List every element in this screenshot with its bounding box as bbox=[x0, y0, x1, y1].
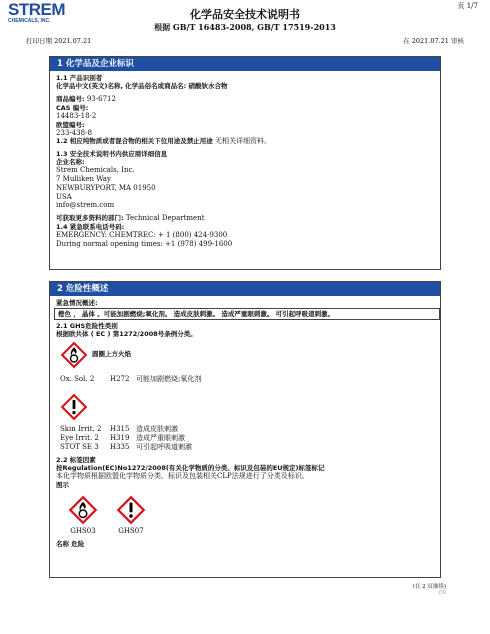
address-line: 7 Mulliken Way bbox=[56, 175, 111, 184]
hazard-text: 造成严重眼刺激 bbox=[136, 434, 185, 442]
ghs03-oxidizer-icon bbox=[68, 495, 98, 525]
eu-number: 233-438-8 bbox=[56, 128, 92, 137]
hazard-row bbox=[60, 375, 436, 384]
hazard-row bbox=[60, 425, 436, 434]
ghs07-exclamation-icon bbox=[116, 495, 146, 525]
product-name: 硝酸钬水合物 bbox=[188, 82, 228, 91]
hazard-class: STOT SE 3 bbox=[60, 442, 99, 451]
product-name-row bbox=[56, 82, 436, 91]
section-identification bbox=[49, 56, 441, 270]
continued-note: (在 2 页继续) bbox=[412, 584, 446, 590]
hazard-text: 可引起呼吸道刺激 bbox=[136, 442, 192, 451]
pictogram-label: 图示 bbox=[56, 480, 69, 489]
overview-label: 紧急情况概述: bbox=[56, 299, 98, 307]
hazard-row bbox=[60, 434, 436, 443]
hazard-class: Eye Irrit. 2 bbox=[60, 434, 99, 442]
ghs03-code: GHS03 bbox=[70, 527, 96, 536]
hazard-class: Ox. Sol. 2 bbox=[60, 374, 95, 383]
uses-value: 无相关详细资料。 bbox=[215, 137, 272, 146]
hazard-code: H319 bbox=[110, 434, 130, 442]
emergency-line-2: During normal opening times: +1 (978) 499-1600 bbox=[56, 239, 233, 248]
email-link[interactable]: info@strem.com bbox=[56, 201, 115, 210]
address-line: Strem Chemicals, Inc. bbox=[56, 166, 135, 175]
hazard-code: H315 bbox=[110, 425, 130, 434]
revision-date: 在 2021.07.21 审核 bbox=[403, 37, 464, 45]
logo-mark: STREM bbox=[8, 0, 65, 19]
section-2-heading: 2 危险性概述 bbox=[50, 282, 440, 296]
page-number: 页 1/7 bbox=[457, 2, 478, 10]
address-line: NEWBURYPORT, MA 01950 bbox=[56, 183, 156, 192]
supplier-label: 1.3 安全技术说明书内供应商详细信息 bbox=[56, 150, 168, 159]
cas-label: CAS 编号: bbox=[56, 103, 89, 112]
document-standard: 根据 GB/T 16483-2008, GB/T 17519-2013 bbox=[154, 22, 336, 32]
hazard-text: 造成皮肤刺激 bbox=[136, 425, 178, 434]
identifier-label: 1.1 产品识别者 bbox=[56, 74, 103, 82]
section-hazards bbox=[49, 281, 441, 578]
hazard-class: Skin Irrit. 2 bbox=[60, 425, 102, 434]
ghs07-code: GHS07 bbox=[118, 527, 144, 536]
country-code: CN bbox=[438, 591, 446, 596]
product-name-label: 化学品中文(英文)名称, 化学品俗名或商品名: bbox=[56, 82, 187, 91]
label-note: 本化学物质根据欧盟化学物质分类、标识及包装相关CLP法规进行了分类及标识。 bbox=[56, 471, 309, 480]
eu-label: 欧盟编号: bbox=[56, 120, 85, 129]
address-line: USA bbox=[56, 192, 72, 201]
hazard-code: H272 bbox=[110, 374, 130, 383]
emergency-line-1: EMERGENCY: CHEMTREC: + 1 (800) 424-9300 bbox=[56, 231, 228, 239]
section-1-heading: 1 化学品及企业标识 bbox=[50, 57, 440, 71]
info-dept: Technical Department bbox=[125, 214, 205, 223]
hazard-row bbox=[60, 443, 436, 452]
exclamation-mark-icon bbox=[60, 393, 88, 421]
emergency-overview: 橙色 ， 晶体 。可能加剧燃烧;氧化剂。 造成皮肤刺激。 造成严重眼刺激。 可引起呼吸道刺激。 bbox=[54, 308, 440, 320]
label-elements-label: 2.2 标签因素 bbox=[56, 455, 96, 464]
hazard-text: 可能加剧燃烧;氧化剂 bbox=[136, 374, 202, 383]
flame-caption: 圆圈上方火焰 bbox=[92, 350, 131, 359]
company-label: 企业名称: bbox=[56, 158, 85, 167]
product-code-label: 商品编号: bbox=[56, 94, 85, 103]
logo-subtitle: CHEMICALS, INC. bbox=[8, 18, 51, 24]
emergency-label: 1.4 紧急联系电话号码: bbox=[56, 222, 125, 231]
info-dept-label: 可获取更多资料的部门: bbox=[56, 214, 124, 223]
label-regulation: 按Regulation(EC)No1272/2008(有关化学物质的分类、标识及包装的EU规定)标签标记 bbox=[56, 463, 325, 472]
document-title: 化学品安全技术说明书 bbox=[190, 8, 300, 21]
cas-number: 14483-18-2 bbox=[56, 111, 97, 120]
hazard-code: H335 bbox=[110, 442, 130, 451]
product-code: 93-6712 bbox=[86, 94, 116, 103]
flame-over-circle-icon bbox=[60, 341, 88, 369]
ghs-class-sub: 根据欧共体 ( EC ) 第1272/2008号条例分类。 bbox=[56, 330, 197, 339]
ghs-class-label: 2.1 GHS危险性类别 bbox=[56, 322, 118, 331]
print-date: 打印日期 2021.07.21 bbox=[26, 37, 92, 45]
uses-label: 1.2 相应纯物质或者混合物的相关下位用途及禁止用途 bbox=[56, 137, 213, 146]
signal-word: 名称 危险 bbox=[56, 540, 85, 549]
